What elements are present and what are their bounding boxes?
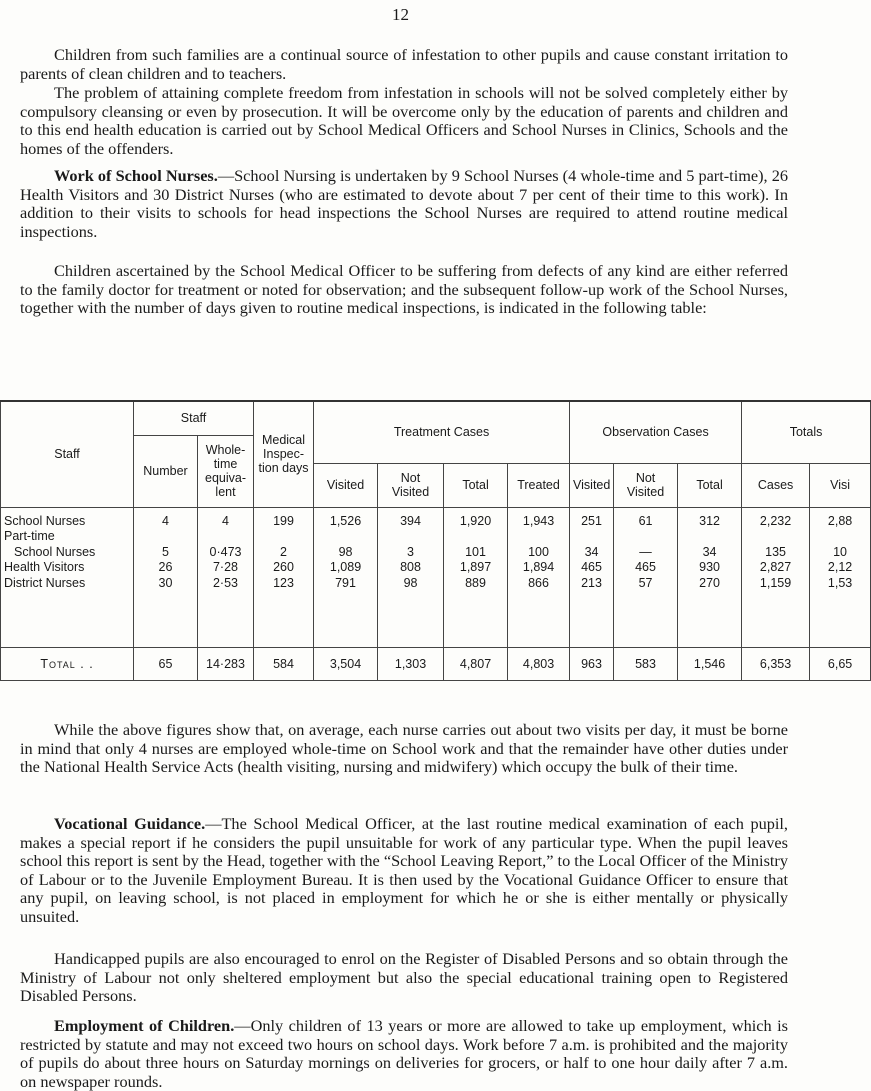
row-label: Part-time	[4, 529, 55, 543]
header-cases: Cases	[742, 463, 810, 507]
value: 1,526	[329, 513, 362, 528]
paragraph-freedom-problem	[20, 84, 788, 158]
header-staff: Staff	[1, 401, 134, 507]
whole-time-cell	[198, 507, 254, 647]
value: 808	[400, 560, 421, 574]
row-label: School Nurses	[4, 513, 86, 528]
value: 866	[528, 575, 549, 590]
value: 2,88	[827, 513, 853, 528]
value: 1,53	[827, 575, 853, 590]
value: 1,089	[329, 560, 362, 574]
section-heading: Vocational Guidance.	[54, 814, 206, 833]
value: 251	[581, 513, 602, 528]
paragraph-work-of-school-nurses	[20, 167, 788, 241]
section-heading: Employment of Children.	[54, 1016, 235, 1035]
paragraph-text: Children from such families are a continual source of infestation to other pupils and cause constant irritation to parents of clean children and to teachers.	[20, 45, 788, 83]
total-obs-total: 1,546	[678, 647, 742, 680]
value: 123	[273, 575, 294, 590]
value: 394	[400, 513, 421, 528]
nurses-work-table	[0, 400, 871, 681]
treated-cell	[508, 507, 570, 647]
header-not-visited: Not Visited	[378, 463, 444, 507]
value: 30	[158, 575, 173, 590]
value: 2,12	[827, 560, 853, 574]
header-treatment-cases: Treatment Cases	[314, 401, 570, 463]
total-cases: 6,353	[742, 647, 810, 680]
paragraph-text: Handicapped pupils are also encouraged to enrol on the Register of Disabled Persons and so obtain through the Ministry of Labour not only sheltered employment but also the special educational training open to Registered Disabled Persons.	[20, 949, 788, 1006]
visited-cell	[314, 507, 378, 647]
paragraph-handicapped-pupils	[20, 950, 788, 1006]
header-medical-inspection-days: Medical Inspec-tion days	[254, 401, 314, 507]
row-label: District Nurses	[4, 575, 86, 590]
value: 0·473	[209, 544, 242, 559]
header-obs-total: Total	[678, 463, 742, 507]
value: 34	[702, 544, 717, 559]
total-visited: 3,504	[314, 647, 378, 680]
table-body-row	[1, 507, 871, 647]
paragraph-text: —Only children of 13 years or more are allowed to take up employment, which is restricted by statute and may not exceed two hours on school days. Work before 7 a.m. is prohibited and the majority of pupils do about three hours on Saturday mornings on deliveries for grocers, or half to one hour daily after 7 a.m. on newspaper rounds.	[20, 1016, 789, 1091]
paragraph-text: —School Nursing is undertaken by 9 School Nurses (4 whole-time and 5 part-time), 26 Health Visitors and 30 District Nurses (who are estimated to devote about 7 per cent of their time to this work). In addition to their visits to schools for head inspections the School Nurses are required to attend routine medical inspections.	[20, 166, 788, 241]
paragraph-text: While the above figures show that, on average, each nurse carries out about two visits per day, it must be borne in mind that only 4 nurses are employed whole-time on School work and that the remainder have other duties under the National Health Service Acts (health visiting, nursing and midwifery) which occupy the bulk of their time.	[20, 720, 788, 777]
value: 1,897	[459, 560, 492, 574]
header-total: Total	[444, 463, 508, 507]
value: 4	[222, 513, 229, 528]
value: 2	[280, 544, 287, 559]
header-number: Number	[134, 435, 198, 507]
page-number: 12	[392, 5, 409, 24]
value: 930	[699, 560, 720, 574]
value: 98	[403, 575, 418, 590]
value: 312	[699, 513, 720, 528]
value: 57	[638, 575, 653, 590]
paragraph-text: The problem of attaining complete freedom from infestation in schools will not be solved completely either by compulsory cleansing or even by prosecution. It will be overcome only by the education of parents and children and to this end health education is carried out by School Medical Officers and School Nurses in Clinics, Schools and the homes of the offenders.	[20, 83, 788, 158]
header-visited: Visited	[314, 463, 378, 507]
header-treated: Treated	[508, 463, 570, 507]
header-visits: Visi	[810, 463, 871, 507]
value: 2,827	[759, 560, 792, 574]
total-medical: 584	[254, 647, 314, 680]
value: 1,920	[459, 513, 492, 528]
header-staff-group: Staff	[134, 401, 254, 435]
obs-not-visited-cell	[614, 507, 678, 647]
total-treated: 4,803	[508, 647, 570, 680]
value: 889	[465, 575, 486, 590]
table-total-row	[1, 647, 871, 680]
header-whole-time-equivalent: Whole-time equiva-lent	[198, 435, 254, 507]
value: 791	[335, 575, 356, 590]
not-visited-cell	[378, 507, 444, 647]
cases-cell	[742, 507, 810, 647]
obs-total-cell	[678, 507, 742, 647]
value: 5	[162, 544, 169, 559]
paragraph-text: —The School Medical Officer, at the last routine medical examination of each pupil, makes a special report if he considers the pupil unsuitable for work of any particular type. When the pupil leaves school this report is sent by the Head, together with the “School Leaving Report,” to the Local Officer of the Ministry of Labour or to the Juvenile Employment Bureau. It is then used by the Vocational Guidance Officer to ensure that any pupil, on leaving school, is not placed in employment for which he or she is either mentally or physically unsuited.	[20, 814, 788, 926]
value: 7·28	[212, 560, 239, 574]
value: 100	[528, 544, 549, 559]
number-cell	[134, 507, 198, 647]
total-whole-time: 14·283	[198, 647, 254, 680]
value: 10	[833, 544, 848, 559]
value: 34	[584, 544, 599, 559]
value: 98	[338, 544, 353, 559]
value: 213	[581, 575, 602, 590]
header-obs-visited: Visited	[570, 463, 614, 507]
medical-days-cell	[254, 507, 314, 647]
paragraph-employment-of-children	[20, 1017, 788, 1091]
paragraph-text: Children ascertained by the School Medical Officer to be suffering from defects of any kind are either referred to the family doctor for treatment or noted for observation; and the subsequent follow-up work of the School Nurses, together with the number of days given to routine medical inspections, is indicated in the following table:	[20, 261, 788, 318]
visits-cell	[810, 507, 871, 647]
staff-labels-cell	[1, 507, 134, 647]
total-total: 4,807	[444, 647, 508, 680]
value: 465	[635, 560, 656, 574]
value: 61	[638, 513, 653, 528]
total-cell	[444, 507, 508, 647]
value: 1,894	[522, 560, 555, 574]
value: 101	[465, 544, 486, 559]
paragraph-average-visits	[20, 721, 788, 777]
total-obs-not-visited: 583	[614, 647, 678, 680]
row-label: School Nurses	[14, 544, 96, 559]
value: 1,159	[759, 575, 792, 590]
value: —	[639, 544, 652, 559]
value: 1,943	[522, 513, 555, 528]
value: 2,232	[759, 513, 792, 528]
row-label: Health Visitors	[4, 560, 85, 574]
obs-visited-cell	[570, 507, 614, 647]
section-heading: Work of School Nurses.	[54, 166, 218, 185]
header-obs-not-visited: Not Visited	[614, 463, 678, 507]
value: 2·53	[212, 575, 239, 590]
nurses-table-wrapper	[0, 400, 853, 710]
paragraph-vocational-guidance	[20, 815, 788, 927]
total-visits: 6,65	[810, 647, 871, 680]
value: 270	[699, 575, 720, 590]
paragraph-infestation-source	[20, 46, 788, 83]
total-not-visited: 1,303	[378, 647, 444, 680]
value: 26	[158, 560, 173, 574]
value: 260	[273, 560, 294, 574]
value: 4	[162, 513, 169, 528]
value: 135	[765, 544, 786, 559]
total-obs-visited: 963	[570, 647, 614, 680]
value: 3	[407, 544, 414, 559]
total-label: Total . .	[1, 647, 134, 680]
header-totals: Totals	[742, 401, 871, 463]
paragraph-children-ascertained	[20, 262, 788, 318]
value: 199	[273, 513, 294, 528]
value: 465	[581, 560, 602, 574]
total-number: 65	[134, 647, 198, 680]
header-observation-cases: Observation Cases	[570, 401, 742, 463]
